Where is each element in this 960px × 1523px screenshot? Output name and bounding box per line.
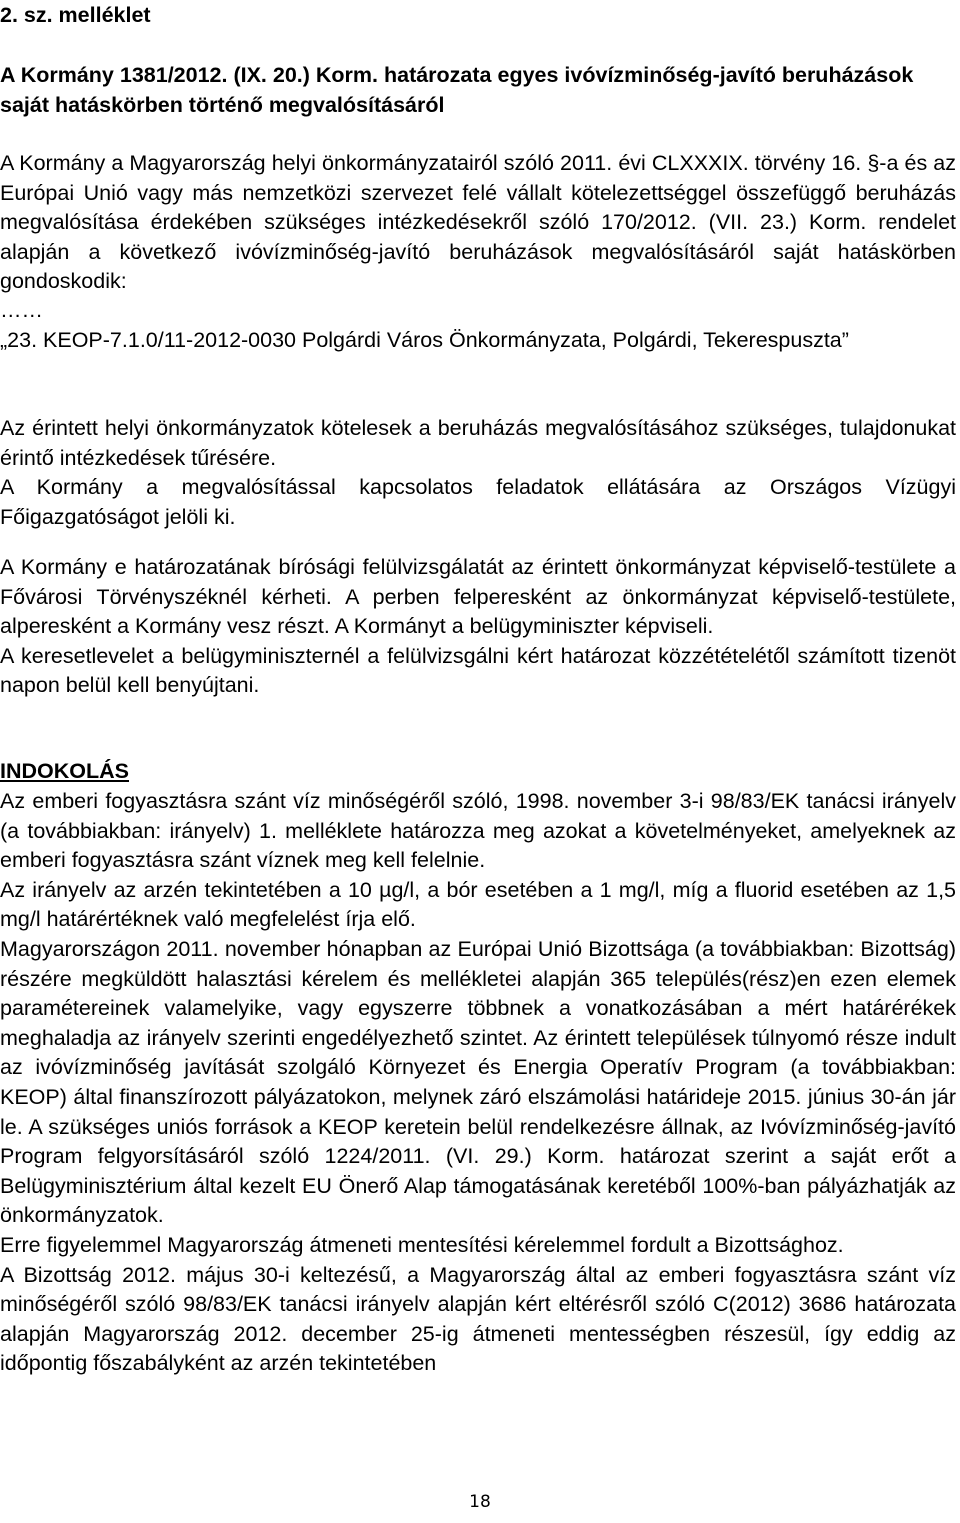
justification-block <box>0 787 956 1379</box>
justification-paragraph: Erre figyelemmel Magyarország átmeneti mentesítési kérelemmel fordult a Bizottsághoz. <box>0 1232 844 1257</box>
intro-text: A Kormány a Magyarország helyi önkormányzatairól szóló 2011. évi CLXXXIX. törvény 16. §-a és az Európai Unió vagy más nemzetközi szervezet felé vállalt kötelezettséggel összefüggő beruházás megvalósítása érdekében szükséges intézkedésekről szóló 170/2012. (VII. 23.) Korm. rendelet alapján a következő ivóvízminőség-javító beruházások megvalósításáról saját hatáskörben gondoskodik: <box>0 151 956 294</box>
judicial-review-paragraph: A Kormány e határozatának bírósági felülvizsgálatát az érintett önkormányzat képviselő-testülete a Fővárosi Törvényszéknél kérheti. A perben felperesként az önkormányzat képviselő-testülete, alperesként a Kormány vesz részt. A Kormányt a belügyminiszter képviseli. <box>0 555 956 639</box>
resolution-title: A Kormány 1381/2012. (IX. 20.) Korm. határozata egyes ivóvízminőség-javító beruházások saját hatáskörben történő megvalósításáról <box>0 63 914 117</box>
annex-label: 2. sz. melléklet <box>0 3 151 27</box>
obligations-block <box>0 414 956 532</box>
ellipsis-text: …… <box>0 298 43 322</box>
justification-paragraph: Magyarországon 2011. november hónapban az Európai Unió Bizottsága (a továbbiakban: Bizottság) részére megküldött halasztási kérelem és mellékletei alapján 365 település(rész)en ezen elemek paramétereinek valamelyike, vagy egyszerre többnek a vonatkozásában a mért határérékek meghaladja az irányelv szerinti engedélyezhető szintet. Az érintett települések túlnyomó része indult az ivóvízminőség javítását szolgáló Környezet és Energia Operatív Program (a továbbiakban: KEOP) által finanszírozott pályázatokon, melynek záró elszámolási határideje 2015. június 30-án jár le. A szükséges uniós források a KEOP keretein belül rendelkezésre állnak, az Ivóvízminőség-javító Program felgyorsításáról szóló 1224/2011. (VI. 29.) Korm. határozat szerint a saját erőt a Belügyminisztérium által kezelt EU Önerő Alap támogatásának keretéből 100%-ban pályázhatják az önkormányzatok. <box>0 936 956 1228</box>
justification-paragraph: Az irányelv az arzén tekintetében a 10 µg/l, a bór esetében a 1 mg/l, míg a fluorid esetében az 1,5 mg/l határértéknek való megfelelést írja elő. <box>0 877 956 932</box>
justification-paragraph: Az emberi fogyasztásra szánt víz minőségéről szóló, 1998. november 3-i 98/83/EK tanácsi irányelv (a továbbiakban: irányelv) 1. melléklete határozza meg azokat a követelményeket, amelyeknek az emberi fogyasztásra szánt víznek meg kell felelnie. <box>0 789 956 873</box>
designation-paragraph: A Kormány a megvalósítással kapcsolatos feladatok ellátására az Országos Vízügyi Főigazgatóságot jelöli ki. <box>0 475 956 529</box>
intro-paragraph <box>0 149 956 297</box>
judicial-review-block <box>0 553 956 701</box>
obligation-paragraph: Az érintett helyi önkormányzatok kötelesek a beruházás megvalósításához szükséges, tulajdonukat érintő intézkedések tűrésére. <box>0 416 956 470</box>
filing-deadline-paragraph: A keresetlevelet a belügyminiszternél a felülvizsgálni kért határozat közzétételétől számított tizenöt napon belül kell benyújtani. <box>0 643 956 698</box>
justification-paragraph: A Bizottság 2012. május 30-i keltezésű, a Magyarország által az emberi fogyasztásra szánt víz minőségéről szóló 98/83/EK tanácsi irányelv alapján kért eltérésről szóló C(2012) 3686 határozata alapján Magyarország 2012. december 25-ig átmeneti mentességben részesül, így eddig az időpontig főszabályként az arzén tekintetében <box>0 1262 956 1376</box>
section-title: INDOKOLÁS <box>0 759 129 783</box>
amended-item <box>0 296 956 355</box>
item-23-text: „23. KEOP-7.1.0/11-2012-0030 Polgárdi Város Önkormányzata, Polgárdi, Tekerespuszta” <box>0 327 849 352</box>
page-number: 18 <box>469 1492 491 1512</box>
